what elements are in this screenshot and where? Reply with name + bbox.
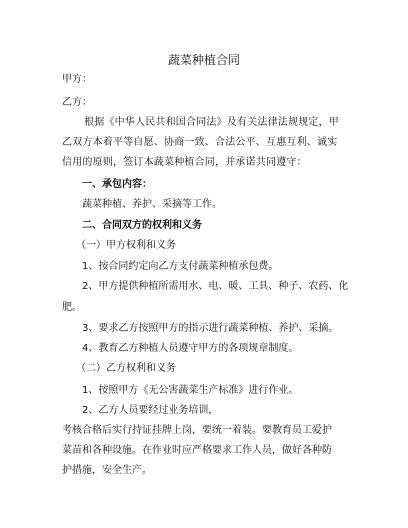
document-title: 蔬菜种植合同 <box>167 53 240 67</box>
party-b-line: 乙方： <box>62 97 92 108</box>
b-item-2-cont-3: 护措施，安全生产。 <box>62 465 152 476</box>
preamble-line-2: 乙双方本着平等自愿、协商一致、合法公平、互惠互利、诚实 <box>62 137 338 148</box>
section-1-heading: 一、承包内容： <box>82 179 152 190</box>
a-item-3: 3、要求乙方按照甲方的指示进行蔬菜种植、养护、采摘。 <box>82 323 339 334</box>
a-item-4: 4、教育乙方种植人员遵守甲方的各项规章制度。 <box>82 343 299 354</box>
a-item-2-cont: 肥。 <box>62 302 82 313</box>
a-item-1: 1、按合同约定向乙方支付蔬菜种植承包费。 <box>82 261 279 272</box>
section-2-heading: 二、合同双方的权利和义务 <box>82 220 202 231</box>
sub-b-heading: （二）乙方权利和义务 <box>76 363 176 374</box>
b-item-2: 2、乙方人员要经过业务培训， <box>82 405 219 416</box>
b-item-2-cont-1: 考核合格后实行持证挂牌上岗，要统一着装。要教育员工爱护 <box>62 425 332 436</box>
section-1-body: 蔬菜种植、养护、采摘等工作。 <box>82 199 222 210</box>
preamble-line-1: 根据《中华人民共和国合同法》及有关法律法规规定，甲 <box>84 117 339 128</box>
b-item-1: 1、按照甲方《无公害蔬菜生产标准》进行作业。 <box>82 385 299 396</box>
party-a-line: 甲方： <box>62 74 92 85</box>
a-item-2: 2、甲方提供种植所需用水、电、暖、工具、种子、农药、化 <box>82 281 349 292</box>
sub-a-heading: （一）甲方权利和义务 <box>76 240 176 251</box>
b-item-2-cont-2: 菜苗和各种设施。在作业时应严格要求工作人员，做好各种防 <box>62 445 332 456</box>
preamble-line-3: 信用的原则，签订本蔬菜种植合同，并承诺共同遵守： <box>62 157 307 168</box>
